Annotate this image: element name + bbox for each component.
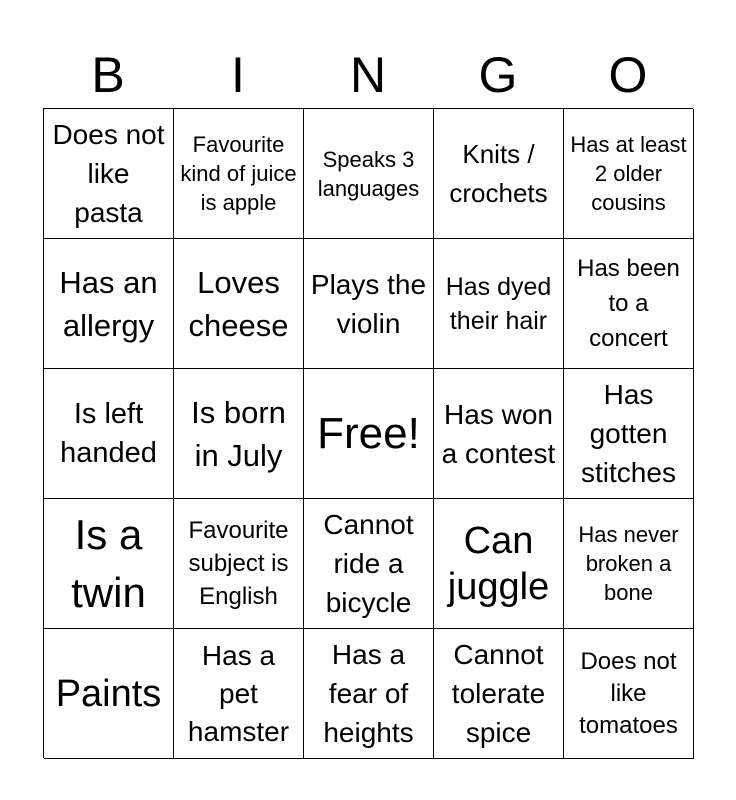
bingo-cell-1-3[interactable] [304,109,434,239]
bingo-cell-text: Has a fear of heights [323,639,414,748]
bingo-cell-2-4[interactable] [434,239,564,369]
bingo-cell-1-5[interactable] [564,109,694,239]
bingo-header [43,42,693,108]
bingo-cell-3-1[interactable] [44,369,174,499]
bingo-cell-1-2[interactable] [174,109,304,239]
header-letter-n: N [349,47,387,103]
bingo-cell-text: Can juggle [447,519,550,608]
bingo-cell-text: Does not like pasta [52,119,165,228]
bingo-cell-text: Has a pet hamster [187,639,290,747]
bingo-cell-text: Knits / crochets [449,138,548,208]
bingo-cell-text: Has an allergy [59,264,158,343]
bingo-cell-1-1[interactable] [44,109,174,239]
header-letter-i: I [231,47,245,103]
bingo-cell-1-4[interactable] [434,109,564,239]
bingo-cell-4-3[interactable] [304,499,434,629]
bingo-cell-4-4[interactable] [434,499,564,629]
bingo-cell-3-4[interactable] [434,369,564,499]
bingo-cell-text: Favourite subject is English [188,517,289,610]
bingo-cell-text: Is left handed [60,397,157,469]
bingo-cell-3-5[interactable] [564,369,694,499]
free-space-text: Free! [317,408,420,458]
bingo-cell-text: Has at least 2 older cousins [570,132,687,215]
bingo-cell-2-5[interactable] [564,239,694,369]
bingo-cell-5-1[interactable] [44,629,174,759]
bingo-cell-text: Plays the violin [310,268,427,339]
bingo-cell-2-1[interactable] [44,239,174,369]
bingo-cell-4-1[interactable] [44,499,174,629]
bingo-cell-text: Has gotten stitches [581,379,676,488]
header-letter-o: O [608,47,648,103]
bingo-cell-4-2[interactable] [174,499,304,629]
bingo-cell-text: Has dyed their hair [445,272,552,335]
bingo-cell-text: Cannot tolerate spice [451,639,546,748]
bingo-cell-text: Has never broken a bone [578,522,679,605]
bingo-cell-3-3-free[interactable] [304,369,434,499]
bingo-cell-4-5[interactable] [564,499,694,629]
bingo-cell-text: Speaks 3 languages [317,146,420,201]
bingo-cell-5-5[interactable] [564,629,694,759]
header-letter-b: B [91,47,125,103]
bingo-board [43,108,693,758]
bingo-cell-5-2[interactable] [174,629,304,759]
bingo-cell-text: Does not like tomatoes [579,647,678,739]
bingo-cell-3-2[interactable] [174,369,304,499]
bingo-cell-2-3[interactable] [304,239,434,369]
header-letter-g: G [478,47,518,103]
bingo-cell-text: Favourite kind of juice is apple [180,132,297,215]
bingo-cell-text: Loves cheese [188,264,289,343]
bingo-cell-text: Is a twin [71,510,146,616]
bingo-cell-text: Has been to a concert [577,255,680,352]
bingo-cell-2-2[interactable] [174,239,304,369]
bingo-cell-text: Has won a contest [441,398,556,469]
bingo-cell-text: Is born in July [191,394,286,473]
bingo-cell-5-3[interactable] [304,629,434,759]
bingo-cell-5-4[interactable] [434,629,564,759]
bingo-cell-text: Cannot ride a bicycle [323,509,414,618]
bingo-cell-text: Paints [55,672,162,715]
